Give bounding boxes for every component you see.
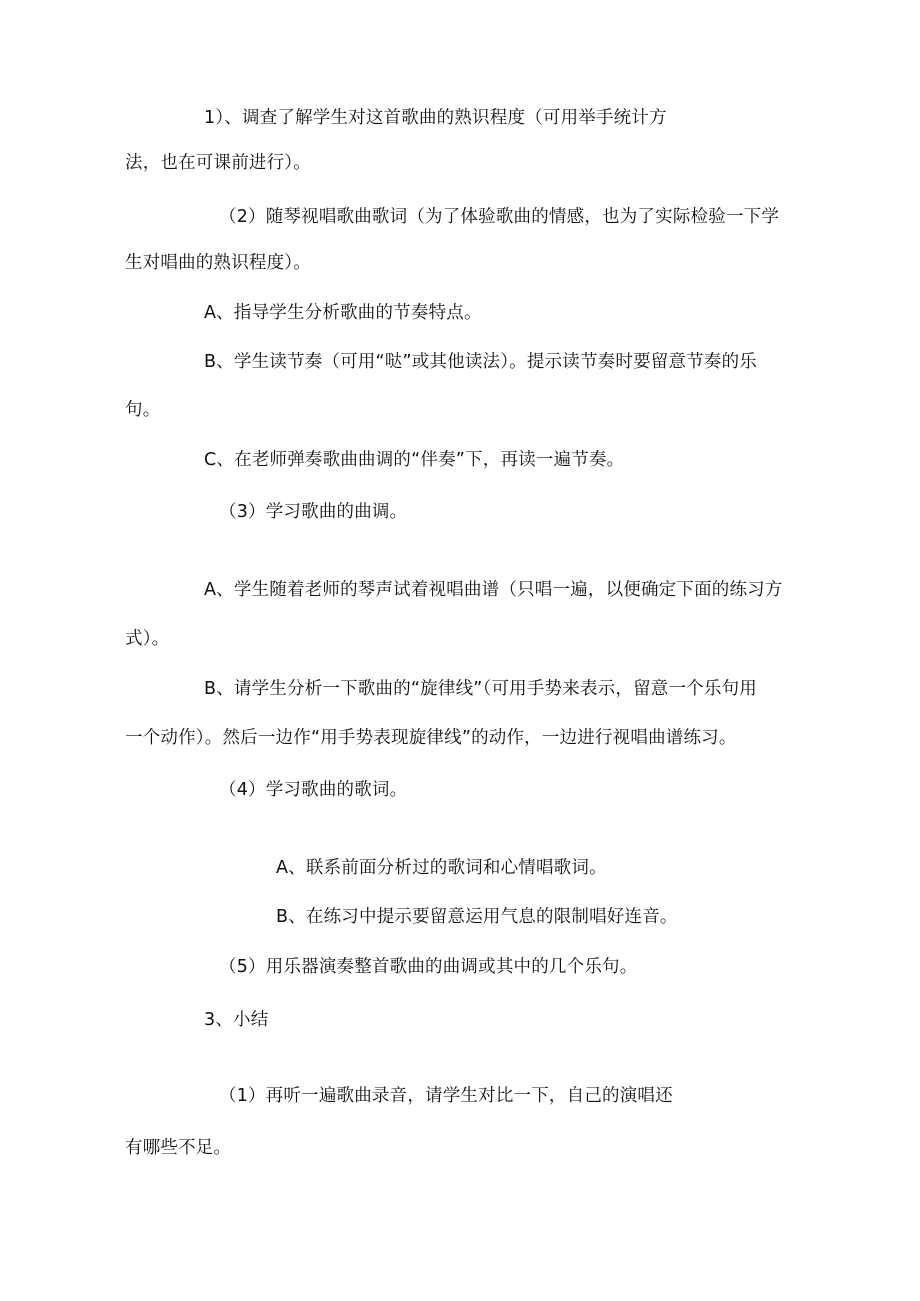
text-line-16: B、在练习中提示要留意运用气息的限制唱好连音。 <box>276 907 678 927</box>
text-line-8: C、在老师弹奏歌曲曲调的“伴奏”下，再读一遍节奏。 <box>204 450 625 470</box>
text-line-13: 一个动作）。然后一边作“用手势表现旋律线”的动作，一边进行视唱曲谱练习。 <box>125 728 737 748</box>
text-line-1: 1）、调查了解学生对这首歌曲的熟识程度（可用举手统计方 <box>204 108 667 128</box>
text-line-3: （2）随琴视唱歌曲歌词（为了体验歌曲的情感，也为了实际检验一下学 <box>219 207 780 227</box>
text-line-19: （1）再听一遍歌曲录音，请学生对比一下，自己的演唱还 <box>219 1086 673 1106</box>
text-line-9: （3）学习歌曲的曲调。 <box>219 502 408 522</box>
text-line-14: （4）学习歌曲的歌词。 <box>219 780 408 800</box>
text-line-5: A、指导学生分析歌曲的节奏特点。 <box>204 303 482 323</box>
text-line-10: A、学生随着老师的琴声试着视唱曲谱（只唱一遍，以便确定下面的练习方 <box>204 580 783 600</box>
text-line-20: 有哪些不足。 <box>125 1138 232 1158</box>
text-line-18: 3、小结 <box>204 1010 269 1030</box>
text-line-6: B、学生读节奏（可用“哒”或其他读法）。提示读节奏时要留意节奏的乐 <box>204 352 757 372</box>
text-line-2: 法，也在可课前进行）。 <box>125 153 311 173</box>
text-line-7: 句。 <box>125 400 161 420</box>
text-line-4: 生对唱曲的熟识程度）。 <box>125 253 311 273</box>
text-line-12: B、请学生分析一下歌曲的“旋律线”（可用手势来表示，留意一个乐句用 <box>204 679 757 699</box>
text-line-11: 式）。 <box>125 629 170 649</box>
text-line-17: （5）用乐器演奏整首歌曲的曲调或其中的几个乐句。 <box>219 957 638 977</box>
text-line-15: A、联系前面分析过的歌词和心情唱歌词。 <box>276 858 607 878</box>
